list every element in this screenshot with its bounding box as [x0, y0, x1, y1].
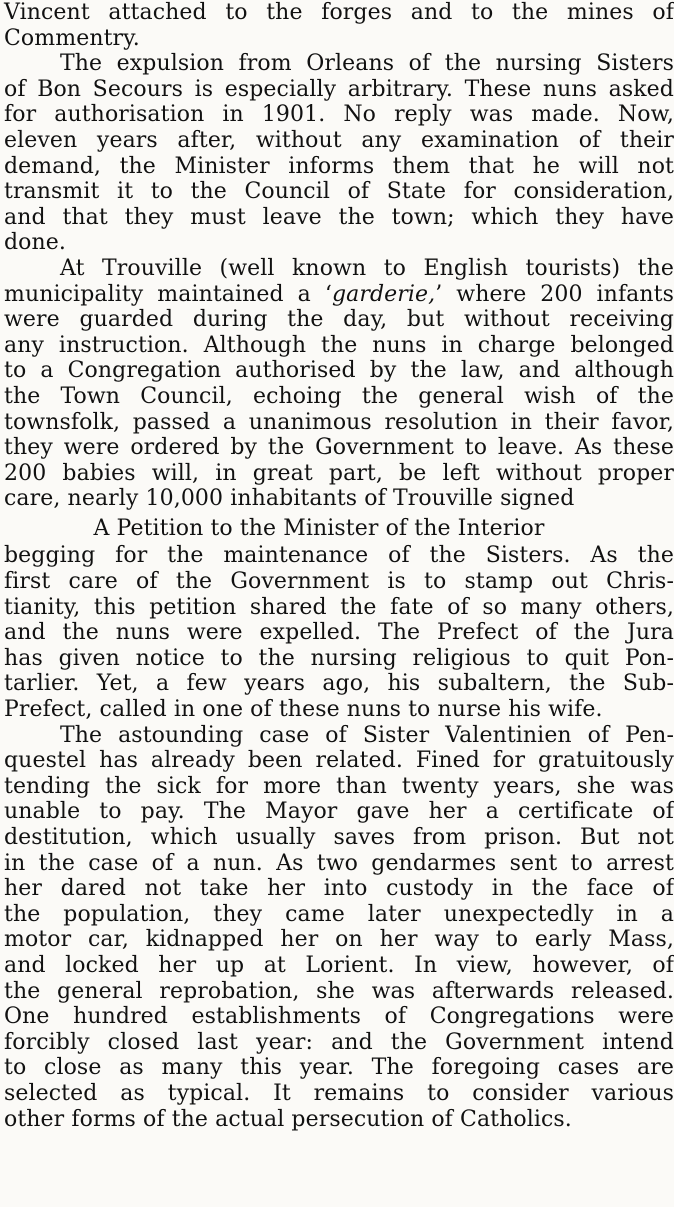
paragraph-3 [4, 543, 674, 722]
paragraph-0 [4, 0, 674, 51]
text-line: other forms of the actual persecution of Catholics. [4, 1106, 572, 1132]
section-heading: A Petition to the Minister of the Interior [93, 515, 545, 541]
text-line: the general reprobation, she was afterwards released. [4, 978, 674, 1004]
text-line: for authorisation in 1901. No reply was made. Now, [4, 102, 674, 128]
text-line: of Bon Secours is especially arbitrary. These nuns asked [4, 76, 674, 102]
text-line: they were ordered by the Government to leave. As these [4, 435, 674, 461]
text-line: in the case of a nun. As two gendarmes sent to arrest [4, 850, 674, 876]
text-line: done. [4, 230, 67, 256]
text-line: questel has already been related. Fined for gratuitously [4, 748, 674, 774]
text-line: any instruction. Although the nuns in charge belonged [4, 332, 674, 358]
text-line: care, nearly 10,000 inhabitants of Trouville signed [4, 486, 575, 512]
text-line: the Town Council, echoing the general wish of the [4, 383, 674, 409]
text-line: At Trouville (well known to English tourists) the [60, 255, 674, 281]
text-line: were guarded during the day, but without receiving [4, 307, 674, 333]
text-line: and the nuns were expelled. The Prefect of the Jura [4, 620, 674, 646]
text-line: demand, the Minister informs them that he will not [4, 153, 674, 179]
text-line: and locked her up at Lorient. In view, however, of [4, 952, 674, 978]
text-line: the population, they came later unexpectedly in a [4, 901, 674, 927]
text-line: Commentry. [4, 25, 140, 51]
text-line: The expulsion from Orleans of the nursing Sisters [60, 51, 674, 77]
text-line: to close as many this year. The foregoing cases are [4, 1055, 674, 1081]
text-line: her dared not take her into custody in the face of [4, 876, 674, 902]
text-line: to a Congregation authorised by the law, and although [4, 358, 674, 384]
text-line: One hundred establishments of Congregations were [4, 1004, 674, 1030]
text-line: motor car, kidnapped her on her way to early Mass, [4, 927, 674, 953]
text-line: The astounding case of Sister Valentinien of Pen- [60, 722, 674, 748]
text-line: selected as typical. It remains to consider various [4, 1080, 674, 1106]
paragraph-1 [4, 51, 674, 256]
paragraph-4 [4, 723, 674, 1133]
text-line: 200 babies will, in great part, be left without proper [4, 460, 674, 486]
text-line: municipality maintained a ‘garderie,’ where 200 infants [4, 281, 674, 307]
text-line: Prefect, called in one of these nuns to nurse his wife. [4, 697, 603, 723]
text-line: begging for the maintenance of the Sisters. As the [4, 543, 674, 569]
italic-term: garderie, [331, 281, 436, 307]
text-line: forcibly closed last year: and the Government intend [4, 1029, 674, 1055]
text-line: Vincent attached to the forges and to the mines of [4, 0, 674, 25]
text-line: townsfolk, passed a unanimous resolution in their favor, [4, 409, 674, 435]
text-line: tarlier. Yet, a few years ago, his subaltern, the Sub- [4, 671, 674, 697]
text-line: transmit it to the Council of State for consideration, [4, 179, 674, 205]
text-line: has given notice to the nursing religious to quit Pon- [4, 645, 674, 671]
text-line: destitution, which usually saves from prison. But not [4, 825, 674, 850]
text-line: first care of the Government is to stamp out Chris- [4, 569, 674, 595]
text-line: tianity, this petition shared the fate of so many others, [4, 594, 674, 620]
text-line: unable to pay. The Mayor gave her a certificate of [4, 799, 674, 825]
text-line: tending the sick for more than twenty years, she was [4, 773, 674, 799]
paragraph-2 [4, 256, 674, 512]
text-line: and that they must leave the town; which they have [4, 204, 674, 230]
text-line: eleven years after, without any examination of their [4, 127, 674, 153]
